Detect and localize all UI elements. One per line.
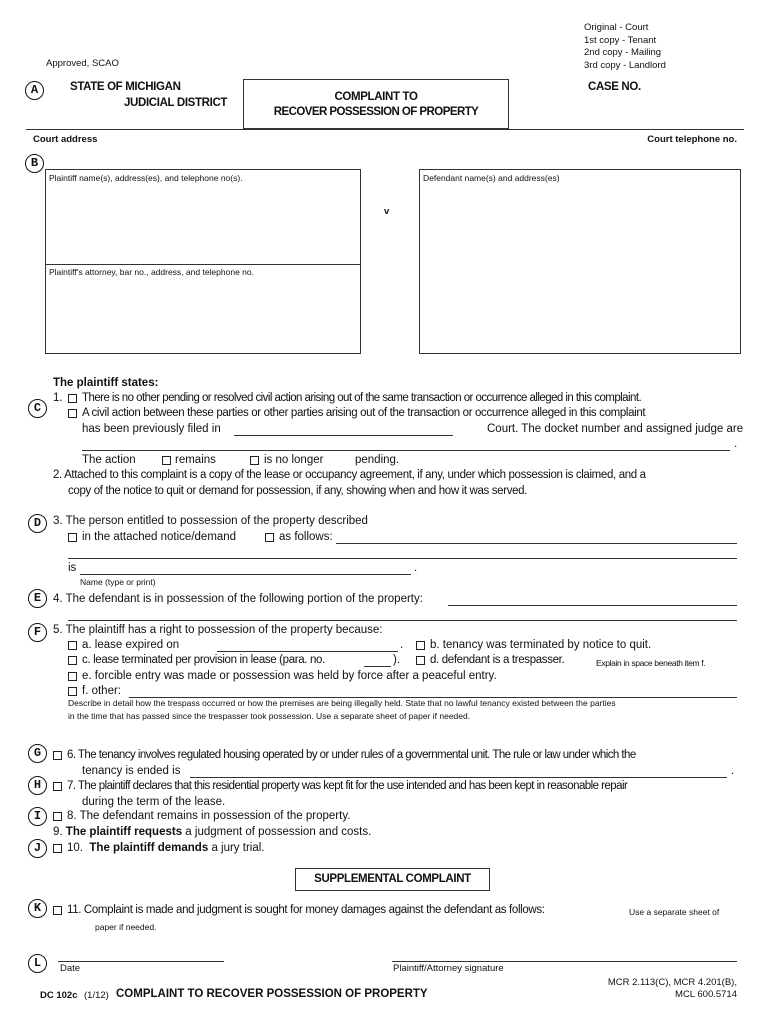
item4-text: 4. The defendant is in possession of the following portion of the property: <box>53 593 423 605</box>
marker-j: J <box>28 839 47 858</box>
lease-expired-checkbox[interactable] <box>68 641 77 650</box>
signature-label: Plaintiff/Attorney signature <box>393 963 504 974</box>
copy-line: 2nd copy - Mailing <box>584 47 662 58</box>
prior-court-field[interactable] <box>234 435 453 436</box>
lease-expired-date-field[interactable] <box>217 651 398 652</box>
docket-period: . <box>734 438 738 450</box>
no-longer-label: is no longer <box>264 454 324 466</box>
item5f-text: f. other: <box>82 685 121 697</box>
item11-text: 11. Complaint is made and judgment is sought for money damages against the defendant as follows: <box>67 904 545 916</box>
copy-distribution <box>584 22 666 72</box>
is-label: is <box>68 562 77 574</box>
docket-judge-field[interactable] <box>82 450 730 451</box>
remains-label: remains <box>175 454 216 466</box>
form-revision: (1/12) <box>84 990 109 1001</box>
item1b-text: A civil action between these parties or other parties arising out of the transaction or occurrence alleged in this complaint <box>82 407 646 419</box>
marker-d: D <box>28 514 47 533</box>
copy-line: 3rd copy - Landlord <box>584 59 666 71</box>
item2-line1: 2. Attached to this complaint is a copy of the lease or occupancy agreement, if any, under which possession is claimed, and a <box>53 469 646 481</box>
pending-label: pending. <box>355 454 400 466</box>
property-description-field-2[interactable] <box>68 558 737 559</box>
money-damages-checkbox[interactable] <box>53 906 62 915</box>
item5e-text: e. forcible entry was made or possession was held by force after a peaceful entry. <box>82 670 497 682</box>
item5-text: 5. The plaintiff has a right to possession of the property because: <box>53 624 383 636</box>
item1c-pre: has been previously filed in <box>82 423 221 435</box>
marker-l: L <box>28 954 47 973</box>
item10-text <box>67 842 264 854</box>
describe-line2: in the time that has passed since the trespasser took possession. Use a separate sheet of paper if needed. <box>68 711 471 721</box>
item7-line1: 7. The plaintiff declares that this residential property was kept fit for the use intended and has been kept in reasonable repair <box>67 780 628 792</box>
marker-h: H <box>28 776 47 795</box>
plaintiff-box[interactable] <box>45 169 361 354</box>
item9-bold: The plaintiff requests <box>65 826 183 838</box>
item5a-text: a. lease expired on <box>82 639 180 651</box>
form-title-line2: RECOVER POSSESSION OF PROPERTY <box>273 106 479 118</box>
as-follows-checkbox[interactable] <box>265 533 274 542</box>
item5a-period: . <box>400 639 404 651</box>
other-reason-checkbox[interactable] <box>68 687 77 696</box>
marker-e: E <box>28 589 47 608</box>
attorney-label: Plaintiff's attorney, bar no., address, and telephone no. <box>49 267 254 277</box>
action-remains-checkbox[interactable] <box>162 456 171 465</box>
rule-references <box>608 977 737 1001</box>
copy-line: 1st copy - Tenant <box>584 34 657 46</box>
item5d-note: Explain in space beneath item f. <box>596 658 706 668</box>
item10-rest: a jury trial. <box>211 842 265 854</box>
marker-i: I <box>28 807 47 826</box>
date-label: Date <box>60 963 81 974</box>
item9-text <box>53 826 371 838</box>
marker-b: B <box>25 154 44 173</box>
item3-line1: 3. The person entitled to possession of the property described <box>53 515 368 527</box>
item10-bold: The plaintiff demands <box>89 842 209 854</box>
court-address-label: Court address <box>33 134 98 145</box>
header-divider <box>26 129 744 130</box>
date-field[interactable] <box>58 961 224 962</box>
marker-a: A <box>25 81 44 100</box>
supplemental-heading: SUPPLEMENTAL COMPLAINT <box>314 873 471 885</box>
item7-line2: during the term of the lease. <box>82 796 226 808</box>
state-label: STATE OF MICHIGAN <box>70 81 181 93</box>
versus-label: v <box>384 206 390 217</box>
form-title-line1: COMPLAINT TO <box>334 91 418 103</box>
district-label: JUDICIAL DISTRICT <box>124 97 228 109</box>
regulated-housing-checkbox[interactable] <box>53 751 62 760</box>
remains-in-possession-checkbox[interactable] <box>53 812 62 821</box>
item2-line2: copy of the notice to quit or demand for possession, if any, showing when and how it was served. <box>68 485 528 497</box>
action-pre: The action <box>82 454 136 466</box>
defendant-box[interactable] <box>419 169 741 354</box>
marker-f: F <box>28 623 47 642</box>
property-description-field[interactable] <box>336 543 737 544</box>
copy-line: Original - Court <box>584 22 649 33</box>
notice-demand-checkbox[interactable] <box>68 533 77 542</box>
title-box <box>243 79 509 129</box>
item6-line1: 6. The tenancy involves regulated housing operated by or under rules of a governmental unit. The rule or law under which the <box>67 749 636 761</box>
prior-action-checkbox[interactable] <box>68 409 77 418</box>
item1-num: 1. <box>53 392 63 404</box>
item1a-text: There is no other pending or resolved civil action arising out of the same transaction or occurrence alleged in this complaint. <box>82 392 642 404</box>
action-no-longer-checkbox[interactable] <box>250 456 259 465</box>
rule-law-field[interactable] <box>190 777 727 778</box>
plaintiff-box-divider <box>45 264 361 265</box>
jury-trial-checkbox[interactable] <box>53 844 62 853</box>
signature-field[interactable] <box>392 961 737 962</box>
name-period: . <box>414 562 418 574</box>
lease-paragraph-field[interactable] <box>364 666 391 667</box>
forcible-entry-checkbox[interactable] <box>68 672 77 681</box>
item11-note2: paper if needed. <box>95 922 157 932</box>
no-other-action-checkbox[interactable] <box>68 394 77 403</box>
item11-note1: Use a separate sheet of <box>629 907 720 917</box>
notice-to-quit-checkbox[interactable] <box>416 641 425 650</box>
item6-period: . <box>731 765 735 777</box>
item9-num: 9. <box>53 826 63 838</box>
lease-provision-checkbox[interactable] <box>68 656 77 665</box>
possessed-portion-field-2[interactable] <box>68 620 737 621</box>
states-heading: The plaintiff states: <box>53 377 159 389</box>
item8-text: 8. The defendant remains in possession of the property. <box>67 810 351 822</box>
footer-form-title: COMPLAINT TO RECOVER POSSESSION OF PROPERTY <box>116 988 428 1000</box>
item5d-text: d. defendant is a trespasser. <box>430 654 565 666</box>
form-id: DC 102c <box>40 990 78 1001</box>
item5c-pre: c. lease terminated per provision in lease (para. no. <box>82 654 325 666</box>
marker-g: G <box>28 744 47 763</box>
entitled-person-name-field[interactable] <box>80 574 411 575</box>
item3-opt1: in the attached notice/demand <box>82 531 237 543</box>
item5c-post: ). <box>393 654 401 666</box>
item6-line2: tenancy is ended is <box>82 765 181 777</box>
marker-k: K <box>28 899 47 918</box>
court-telephone-label: Court telephone no. <box>647 134 737 145</box>
item1c-post: Court. The docket number and assigned judge are <box>487 423 744 435</box>
property-fit-checkbox[interactable] <box>53 782 62 791</box>
approved-label: Approved, SCAO <box>46 58 119 69</box>
trespasser-checkbox[interactable] <box>416 656 425 665</box>
possessed-portion-field[interactable] <box>448 605 737 606</box>
defendant-label: Defendant name(s) and address(es) <box>423 173 560 183</box>
item9-rest: a judgment of possession and costs. <box>185 826 372 838</box>
item3-opt2: as follows: <box>279 531 333 543</box>
rule-reference-2: MCL 600.5714 <box>675 989 737 1000</box>
describe-line1: Describe in detail how the trespass occurred or how the premises are being illegally held. State that no lawful tenancy existed between the parties <box>68 698 616 708</box>
item10-num: 10. <box>67 842 83 854</box>
plaintiff-label: Plaintiff name(s), address(es), and telephone no(s). <box>49 173 243 183</box>
case-no-field[interactable]: CASE NO. <box>588 81 641 93</box>
item5b-text: b. tenancy was terminated by notice to quit. <box>430 639 652 651</box>
marker-c: C <box>28 399 47 418</box>
rule-reference-1: MCR 2.113(C), MCR 4.201(B), <box>607 977 737 988</box>
name-print-label: Name (type or print) <box>80 577 156 587</box>
